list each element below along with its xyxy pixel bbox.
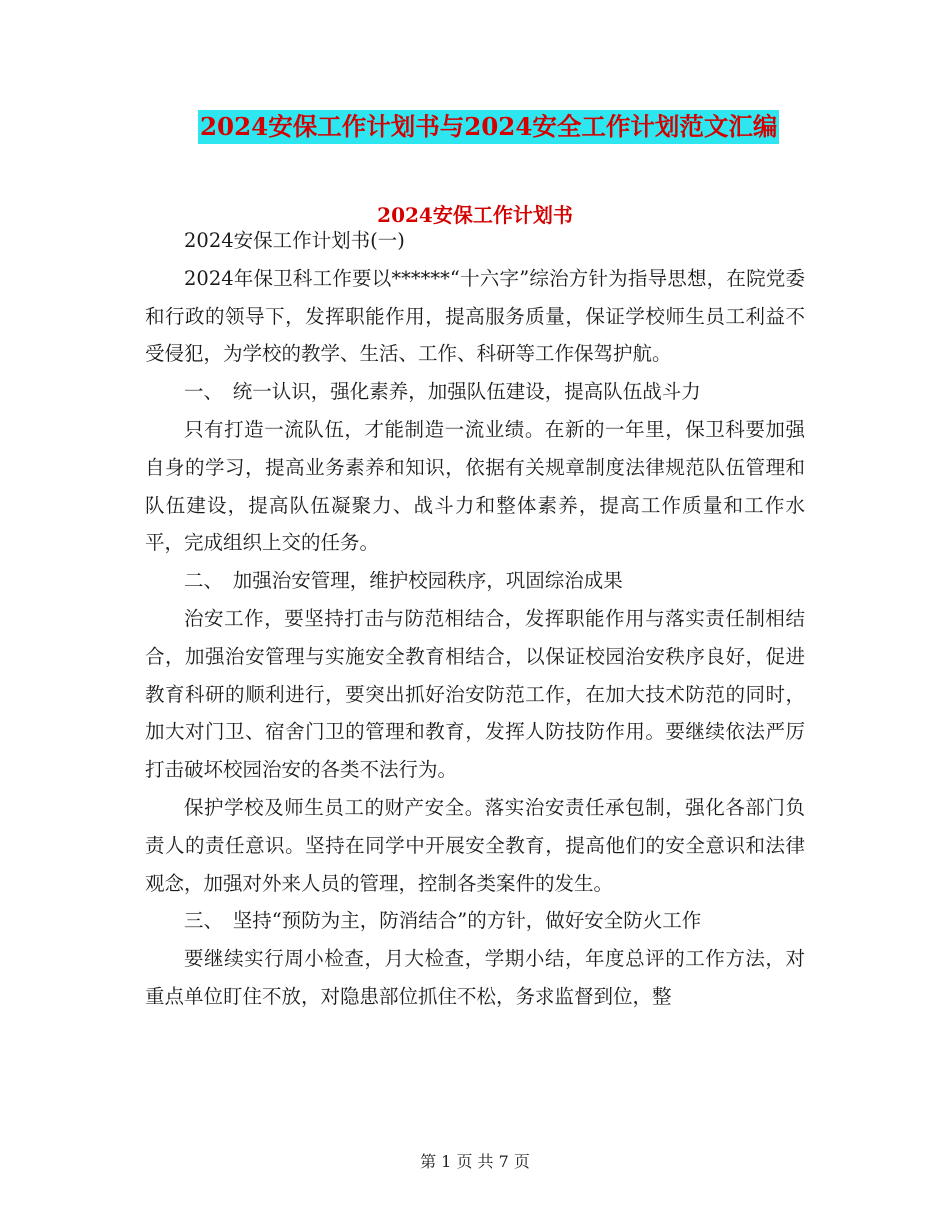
- document-body: [145, 222, 805, 1016]
- paragraph-subtitle: 2024安保工作计划书(一): [184, 229, 405, 252]
- paragraph: 只有打造一流队伍，才能制造一流业绩。在新的一年里，保卫科要加强自身的学习，提高业务素养和知识，依据有关规章制度法律规范队伍管理和队伍建设，提高队伍凝聚力、战斗力和整体素养，提高工作质量和工作水平，完成组织上交的任务。: [145, 417, 805, 555]
- paragraph-heading-2: 二、 加强治安管理，维护校园秩序，巩固综治成果: [184, 569, 623, 593]
- paragraph-heading-1: 一、 统一认识，强化素养，加强队伍建设，提高队伍战斗力: [184, 380, 701, 404]
- paragraph: 2024年保卫科工作要以******“十六字”综治方针为指导思想，在院党委和行政的领导下，发挥职能作用，提高服务质量，保证学校师生员工利益不受侵犯，为学校的教学、生活、工作、科研等工作保驾护航。: [145, 266, 805, 366]
- section-title: 2024安保工作计划书: [377, 203, 573, 227]
- document-title: 2024安保工作计划书与2024安全工作计划范文汇编: [198, 110, 779, 144]
- paragraph: 要继续实行周小检查，月大检查，学期小结，年度总评的工作方法，对重点单位盯住不放，对隐患部位抓住不松，务求监督到位，整: [145, 947, 805, 1008]
- page-footer: 第 1 页 共 7 页: [420, 1152, 530, 1171]
- paragraph-heading-3: 三、 坚持“预防为主，防消结合”的方针，做好安全防火工作: [184, 909, 702, 933]
- paragraph: 保护学校及师生员工的财产安全。落实治安责任承包制，强化各部门负责人的责任意识。坚持在同学中开展安全教育，提高他们的安全意识和法律观念，加强对外来人员的管理，控制各类案件的发生。: [145, 795, 805, 895]
- paragraph: 治安工作，要坚持打击与防范相结合，发挥职能作用与落实责任制相结合，加强治安管理与实施安全教育相结合，以保证校园治安秩序良好，促进教育科研的顺利进行，要突出抓好治安防范工作，在加大技术防范的同时，加大对门卫、宿舍门卫的管理和教育，发挥人防技防作用。要继续依法严厉打击破坏校园治安的各类不法行为。: [145, 606, 805, 782]
